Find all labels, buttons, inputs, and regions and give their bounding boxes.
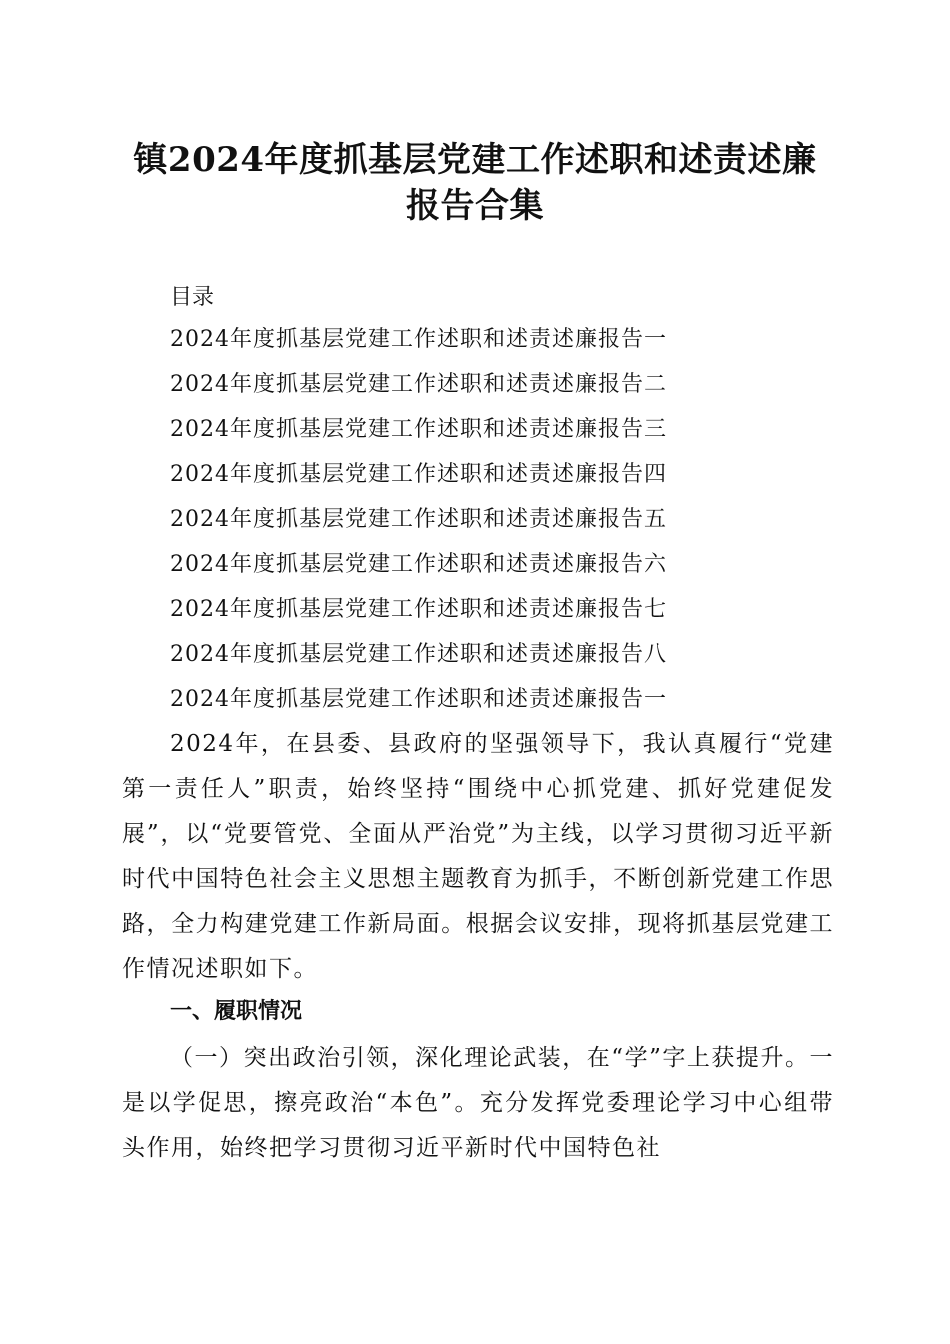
toc-item: 2024年度抓基层党建工作述职和述责述廉报告二 (170, 372, 667, 397)
toc-item: 2024年度抓基层党建工作述职和述责述廉报告八 (170, 642, 667, 667)
toc-item: 2024年度抓基层党建工作述职和述责述廉报告六 (170, 552, 667, 577)
toc-item: 2024年度抓基层党建工作述职和述责述廉报告三 (170, 417, 667, 442)
toc-item: 2024年度抓基层党建工作述职和述责述廉报告一 (170, 327, 667, 352)
toc-item: 2024年度抓基层党建工作述职和述责述廉报告七 (170, 597, 667, 622)
document-title-line-1: 镇2024年度抓基层党建工作述职和述责述廉 (133, 140, 817, 180)
body-paragraph: （一）突出政治引领，深化理论武装，在“学”字上获提升。一是以学促思，擦亮政治“本色”。充分发挥党委理论学习中心组带头作用，始终把学习贯彻习近平新时代中国特色社 (122, 1045, 834, 1161)
toc-item: 2024年度抓基层党建工作述职和述责述廉报告一 (170, 687, 667, 712)
table-of-contents (170, 322, 667, 727)
intro-paragraph: 2024年，在县委、县政府的坚强领导下，我认真履行“党建第一责任人”职责，始终坚持“围绕中心抓党建、抓好党建促发展”，以“党要管党、全面从严治党”为主线，以学习贯彻习近平新时代中国特色社会主义思想主题教育为抓手，不断创新党建工作思路，全力构建党建工作新局面。根据会议安排，现将抓基层党建工作情况述职如下。 (122, 731, 834, 982)
document-title-line-2: 报告合集 (406, 186, 544, 226)
toc-item: 2024年度抓基层党建工作述职和述责述廉报告四 (170, 462, 667, 487)
toc-heading: 目录 (170, 285, 215, 310)
section-heading: 一、履职情况 (170, 999, 303, 1024)
toc-item: 2024年度抓基层党建工作述职和述责述廉报告五 (170, 507, 667, 532)
